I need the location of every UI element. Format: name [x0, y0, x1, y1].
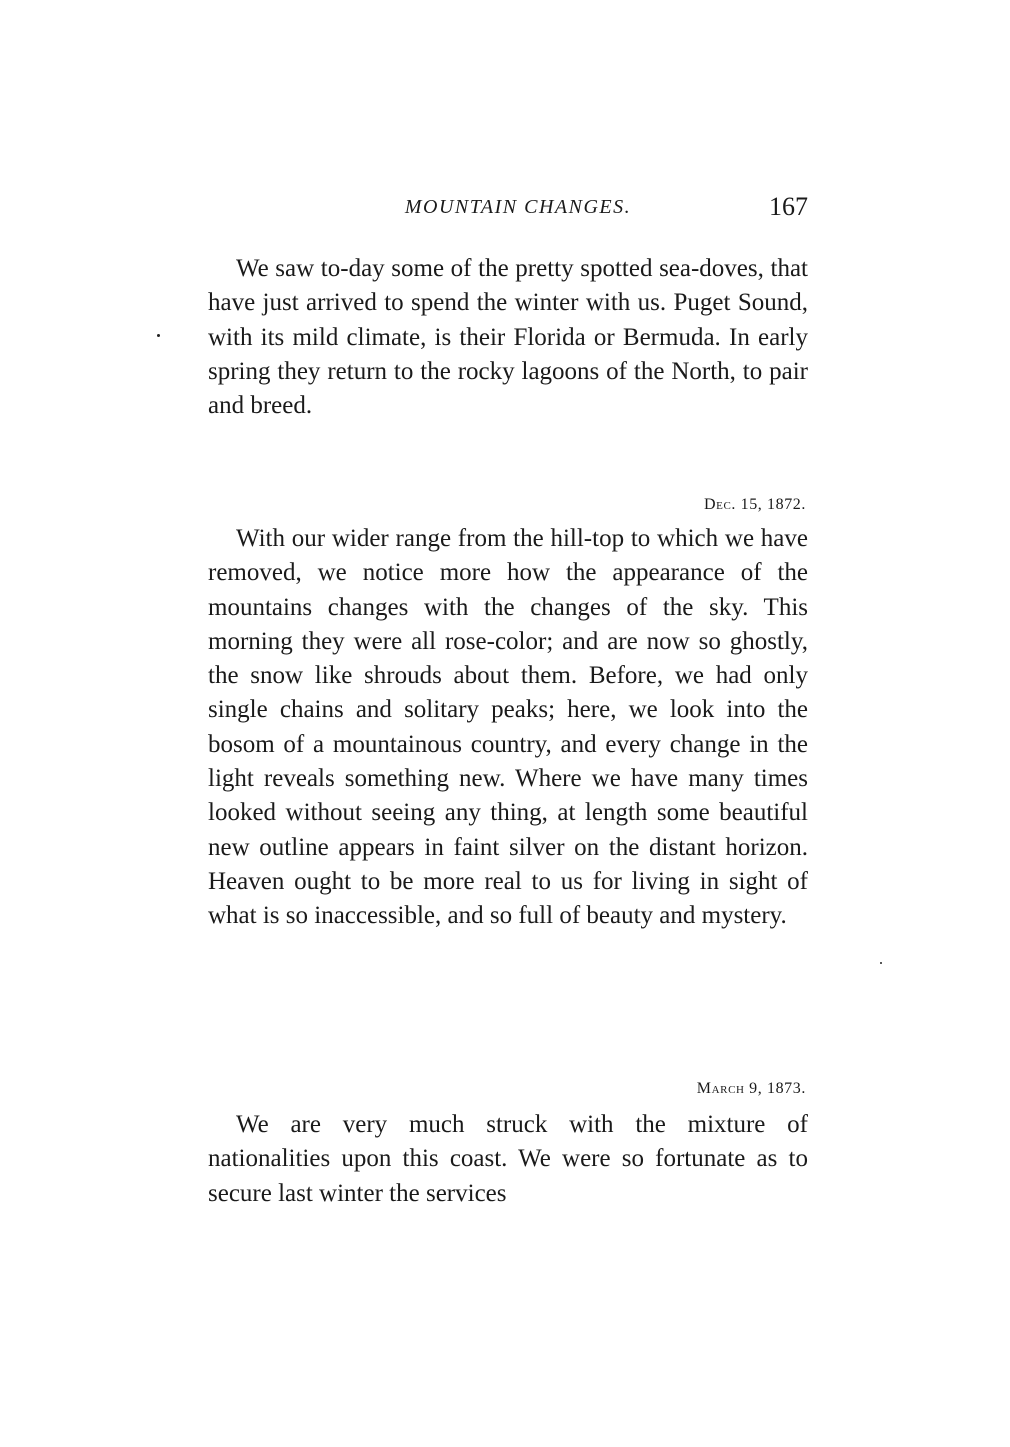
paragraph-sea-doves: We saw to-day some of the pretty spotted sea-doves, that have just arrived to spend the winter with us. Puget Sound, with its mild climate, is their Florida or Bermuda. In early spring they return to the rocky lagoons of the North, to pair and breed.: [208, 255, 808, 420]
ink-speck: [880, 962, 882, 964]
ink-speck: [157, 334, 160, 337]
paragraph-mountains: With our wider range from the hill-top to which we have removed, we notice more how the appearance of the mountains changes with the changes of the sky. This morning they were all rose-color; and are now so ghostly, the snow like shrouds about them. Before, we had only single chains and solitary peaks; here, we look into the bosom of a mountainous country, and every change in the light reveals something new. Where we have many times looked without seeing any thing, at length some beautiful new outline appears in faint silver on the distant horizon. Heaven ought to be more real to us for living in sight of what is so inaccessible, and so full of beauty and mystery.: [208, 525, 808, 930]
running-title: MOUNTAIN CHANGES.: [404, 196, 632, 218]
paragraph-nationalities: We are very much struck with the mixture of nationalities upon this coast. We were so fortunate as to secure last winter the services: [208, 1111, 808, 1207]
dateline-march-9-1873: March 9, 1873.: [696, 1080, 806, 1097]
page-number: 167: [769, 192, 808, 221]
dateline-dec-15-1872: Dec. 15, 1872.: [703, 496, 806, 513]
running-head: [206, 192, 810, 226]
